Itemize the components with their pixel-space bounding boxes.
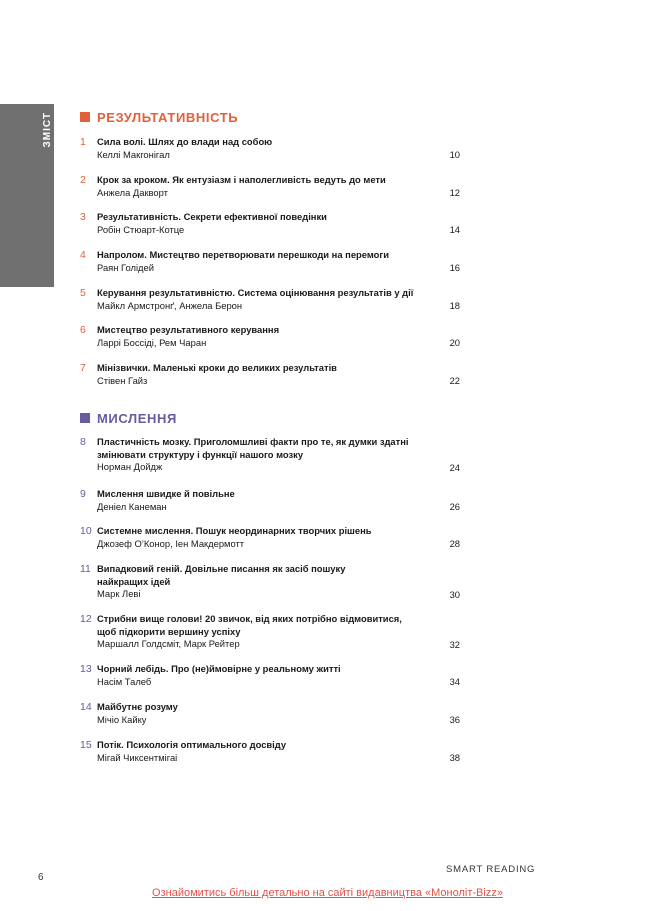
section-marker (80, 112, 90, 122)
section-header-performance (80, 109, 238, 125)
entry-title-line2: найкращих ідей (97, 575, 171, 587)
entry-title: Сила волі. Шлях до влади над собою (97, 136, 273, 147)
entry-page: 20 (449, 337, 460, 348)
entry-author: Маршалл Голдсміт, Марк Рейтер (97, 638, 240, 649)
entry-author: Робін Стюарт-Котце (97, 223, 185, 235)
entry-author: Мічіо Кайку (97, 713, 147, 725)
entry-number: 12 (80, 613, 92, 625)
entry-page: 38 (449, 752, 460, 763)
entry-author: Норман Дойдж (97, 461, 163, 472)
entry-title: Чорний лебідь. Про (не)ймовірне у реальному житті (97, 663, 341, 674)
section-header-thinking (80, 410, 177, 426)
entry-number: 7 (80, 362, 86, 374)
entry-number: 9 (80, 488, 86, 500)
entry-title: Системне мислення. Пошук неординарних творчих рішень (97, 525, 372, 536)
section-marker (80, 413, 90, 423)
section-title: РЕЗУЛЬТАТИВНІСТЬ (97, 109, 239, 125)
entry-page: 10 (449, 149, 460, 160)
section-title: МИСЛЕННЯ (97, 410, 177, 426)
entry-number: 4 (80, 249, 86, 261)
entry-author: Ларрі Боссіді, Рем Чаран (97, 336, 207, 348)
entry-page: 22 (449, 375, 460, 386)
entry-page: 18 (449, 300, 460, 311)
entry-title: Крок за кроком. Як ентузіазм і наполегливість ведуть до мети (97, 174, 386, 185)
entry-title: Керування результативністю. Система оцінювання результатів у дії (97, 287, 414, 298)
entry-author: Насім Талеб (97, 675, 152, 687)
entry-page: 28 (449, 538, 460, 549)
entry-page: 16 (449, 262, 460, 273)
entry-number: 6 (80, 324, 86, 336)
entry-title: Стрибни вище голови! 20 звичок, від яких потрібно відмовитися, (97, 613, 402, 624)
entry-author: Стівен Гайз (97, 374, 148, 386)
entry-page: 36 (449, 714, 460, 725)
entry-author: Раян Голідей (97, 261, 154, 273)
entry-title: Випадковий геній. Довільне писання як засіб пошуку (97, 563, 346, 574)
entry-page: 30 (449, 589, 460, 600)
entry-number: 5 (80, 287, 86, 299)
entry-number: 8 (80, 436, 86, 448)
entry-author: Келлі Макгонігал (97, 148, 170, 160)
entry-title: Потік. Психологія оптимального досвіду (97, 739, 287, 750)
entry-page: 12 (449, 187, 460, 198)
entry-number: 1 (80, 136, 86, 148)
entry-title: Мистецтво результативного керування (97, 324, 280, 335)
entry-title: Майбутнє розуму (97, 701, 178, 712)
entry-number: 14 (80, 701, 92, 713)
entry-author: Мігай Чиксентмігаі (97, 751, 178, 763)
entry-number: 2 (80, 174, 86, 186)
entry-title: Пластичність мозку. Приголомшливі факти про те, як думки здатні (97, 436, 409, 447)
page-number: 6 (38, 872, 44, 883)
entry-author: Деніел Канеман (97, 500, 167, 512)
entry-page: 32 (449, 639, 460, 650)
entry-author: Майкл Армстронґ, Анжела Берон (97, 299, 243, 311)
brand-footer: SMART READING (446, 864, 536, 875)
entry-author: Джозеф О’Конор, Іен Макдермотт (97, 537, 245, 549)
entry-author: Анжела Дакворт (97, 186, 168, 198)
entry-page: 26 (449, 501, 460, 512)
entry-number: 11 (80, 563, 91, 575)
entry-author: Марк Леві (97, 588, 141, 599)
entry-page: 34 (449, 676, 460, 687)
entry-title: Мінізвички. Маленькі кроки до великих результатів (97, 362, 337, 373)
entry-title: Напролом. Мистецтво перетворювати перешкоди на перемоги (97, 249, 390, 260)
entry-title-line2: змінювати структуру і функції нашого мозку (97, 448, 304, 460)
entry-number: 13 (80, 663, 92, 675)
entry-title: Результативність. Секрети ефективної поведінки (97, 211, 327, 222)
entry-title-line2: щоб підкорити вершину успіху (97, 625, 241, 637)
entry-number: 15 (80, 739, 92, 751)
entry-number: 3 (80, 211, 86, 223)
entry-number: 10 (80, 525, 92, 537)
publisher-link[interactable]: Ознайомитись більш детально на сайті видавництва «Моноліт-Bizz» (152, 887, 503, 899)
entry-title: Мислення швидке й повільне (97, 488, 235, 499)
entry-page: 14 (449, 224, 460, 235)
side-tab-label: ЗМІСТ (42, 112, 53, 148)
entry-page: 24 (449, 462, 460, 473)
